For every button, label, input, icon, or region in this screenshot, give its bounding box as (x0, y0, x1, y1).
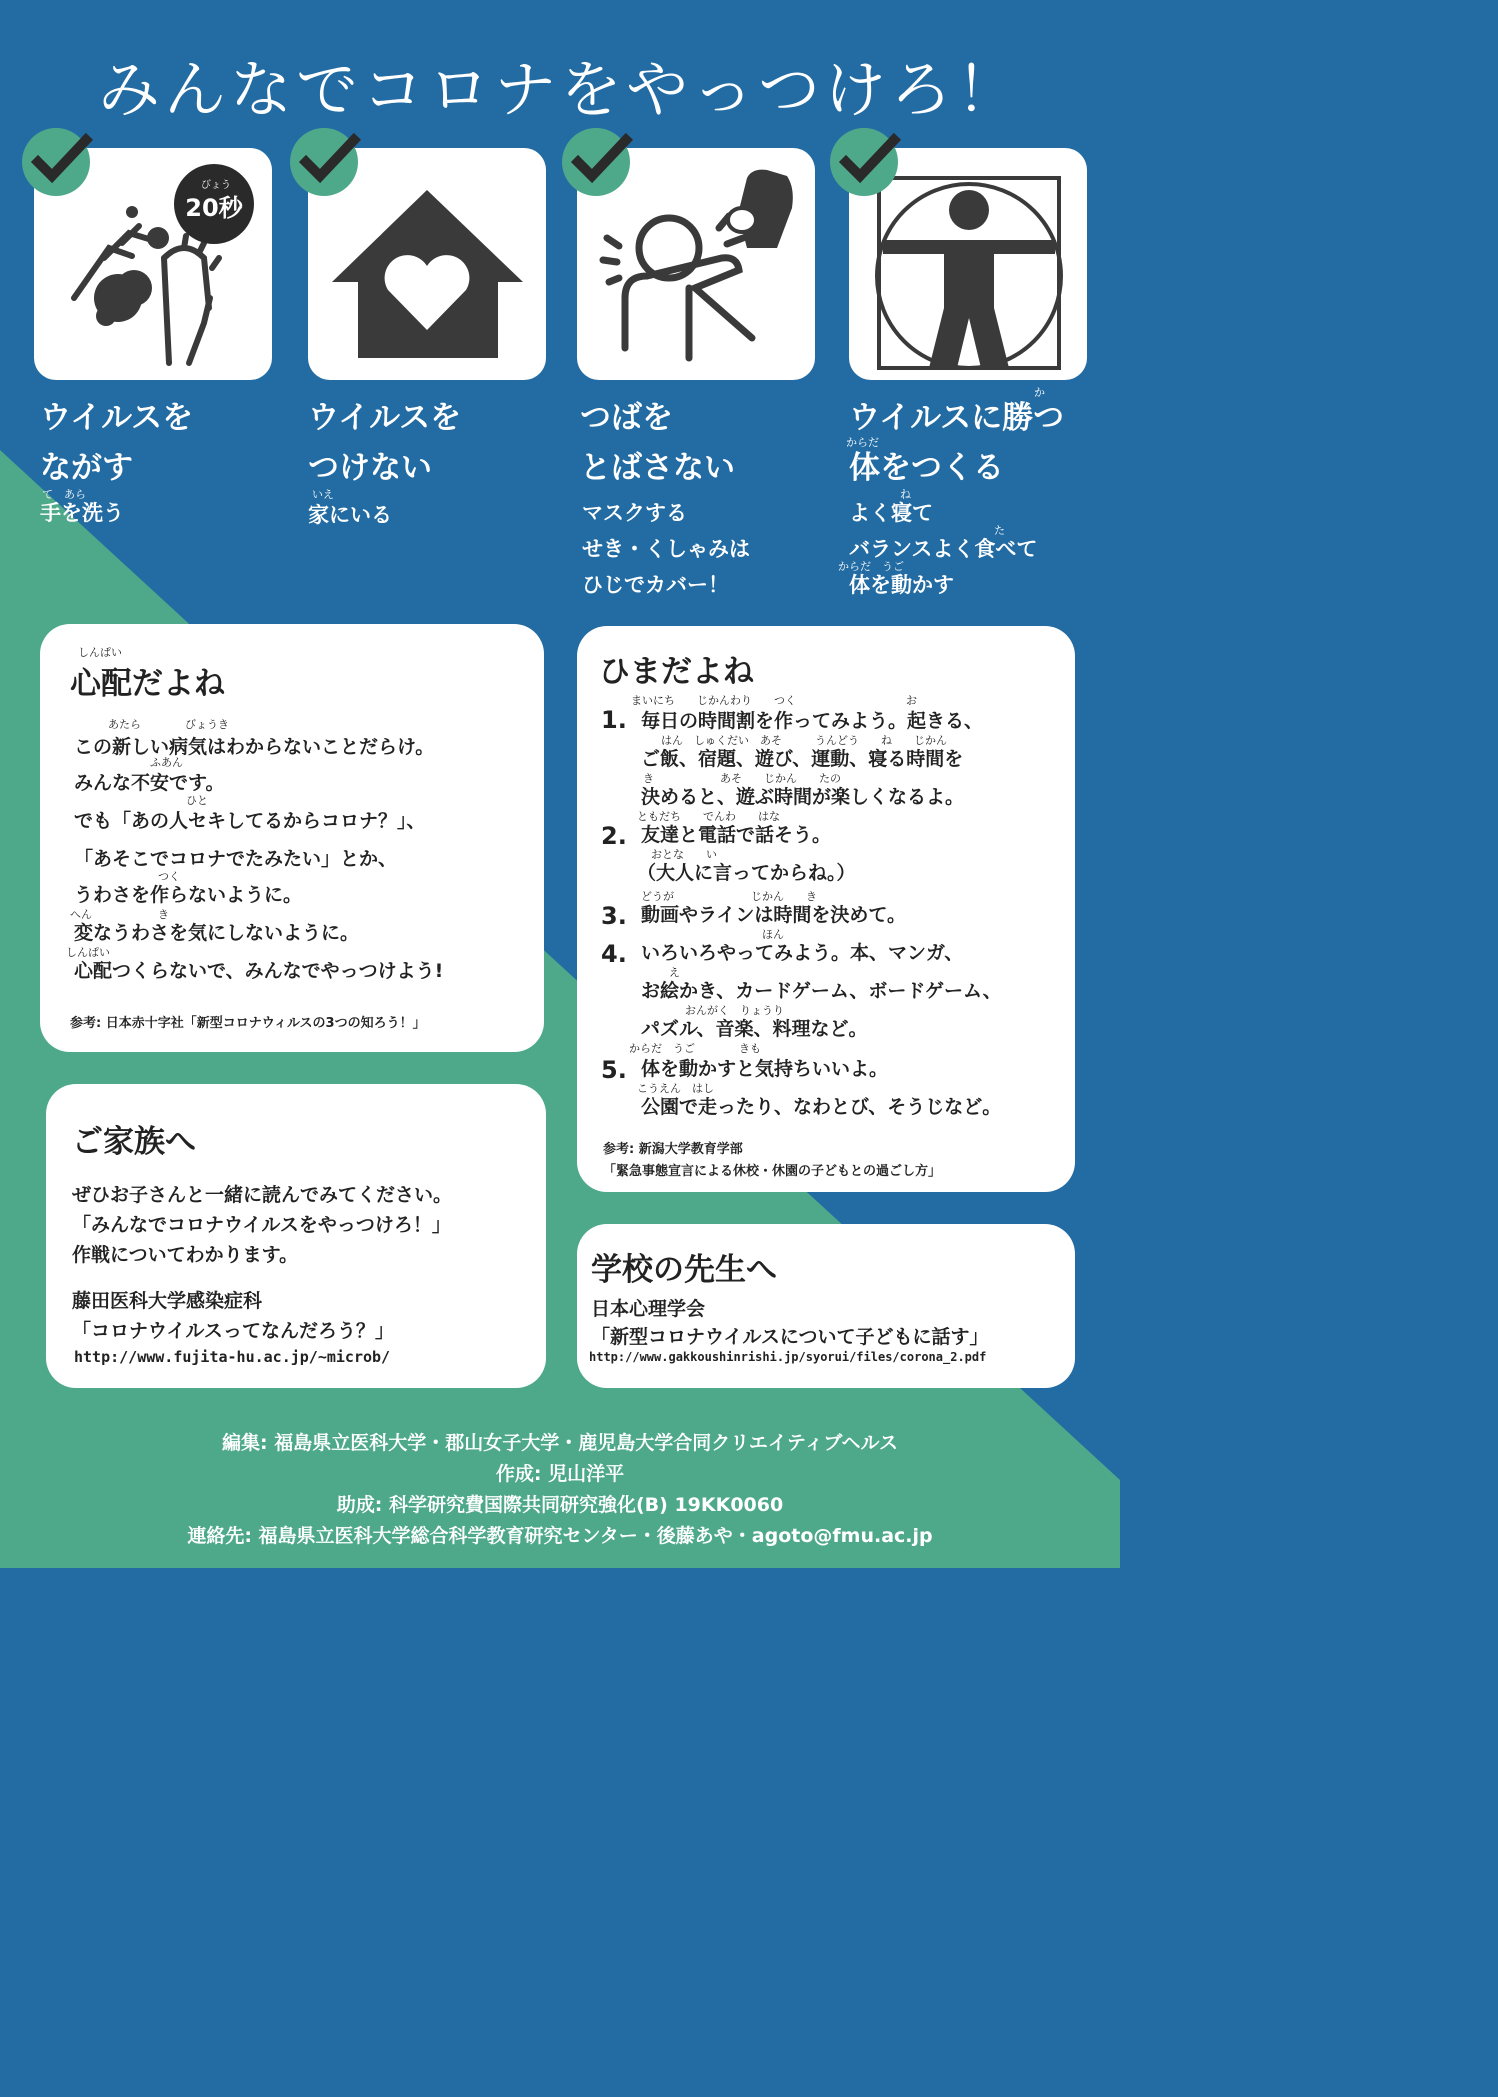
bored-item-2-line-2: （大人に言ってからね。） (637, 862, 856, 884)
bored-item-5-number: 5. (601, 1056, 627, 1084)
family-line-2: 「みんなでコロナウイルスをやっつけろ！」 (72, 1214, 451, 1236)
worry-line-2: みんな不安です。 (74, 772, 225, 794)
step3-heading1: つばを (580, 400, 673, 436)
step1-heading2: ながす (40, 450, 133, 486)
bored-reference-2: 「緊急事態宣言による休校・休園の子どもとの過ごし方」 (603, 1164, 942, 1179)
bored-item-3-number: 3. (601, 902, 627, 930)
step4-ruby3: からだ うご (838, 560, 904, 573)
bored-item-5-ruby-1: からだ うご きも (629, 1042, 761, 1055)
check-icon (22, 122, 100, 200)
bored-item-1-line-2: ご飯、宿題、遊び、運動、寝る時間を (641, 748, 964, 770)
bored-title: ひまだよね (599, 654, 754, 690)
step4-heading2: 体をつくる (849, 450, 1004, 486)
worry-line-4: 「あそこでコロナでたみたい」とか、 (74, 848, 398, 870)
bored-item-2-number: 2. (601, 822, 627, 850)
step4-sub1: よく寝て (849, 501, 933, 525)
family-org: 藤田医科大学感染症科 (72, 1290, 263, 1312)
bored-item-4-ruby-1: ほん (641, 928, 784, 941)
bored-item-4-line-3: パズル、音楽、料理など。 (641, 1018, 868, 1040)
worry-line-6: 変なうわさを気にしないように。 (74, 922, 360, 944)
bored-item-3-ruby-1: どうが じかん き (641, 890, 817, 903)
step4-ruby2: た (994, 524, 1005, 537)
bored-panel (577, 626, 1075, 1192)
family-line-1: ぜひお子さんと一緒に読んでみてください。 (72, 1184, 453, 1206)
worry-ruby-7: しんぱい (66, 946, 110, 959)
step1-sub: 手を洗う (40, 501, 124, 525)
bored-item-5-ruby-2: こうえん はし (637, 1082, 714, 1095)
step3-sub1: マスクする (582, 501, 687, 525)
worry-line-5: うわさを作らないように。 (74, 884, 303, 906)
bored-item-1-line-3: 決めると、遊ぶ時間が楽しくなるよ。 (641, 786, 965, 808)
bored-item-1-ruby-3: き あそ じかん たの (643, 772, 841, 785)
step4-sub2: バランスよく食べて (849, 537, 1038, 561)
bored-item-4-number: 4. (601, 940, 627, 968)
teachers-url-link[interactable]: http://www.gakkoushinrishi.jp/syorui/files/corona_2.pdf (589, 1350, 987, 1364)
worry-ruby-2: ふあん (150, 756, 183, 769)
step2-ruby: いえ (312, 488, 334, 501)
bored-item-2-ruby-2: おとな い (651, 848, 717, 861)
bored-item-4-ruby-2: え (669, 966, 680, 979)
family-url-link[interactable]: http://www.fujita-hu.ac.jp/~microb/ (74, 1348, 391, 1366)
page-title: みんなでコロナをやっつけろ！ (97, 53, 1022, 126)
step1-ruby: て あら (42, 488, 86, 501)
badge-ruby: びょう (201, 180, 231, 191)
bored-item-3-line-1: 動画やラインは時間を決めて。 (641, 904, 907, 926)
check-icon (830, 122, 908, 200)
check-icon (290, 122, 368, 200)
footer-editors: 編集: 福島県立医科大学・郡山女子大学・鹿児島大学合同クリエイティブヘルス (222, 1432, 898, 1454)
teachers-doc: 「新型コロナウイルスについて子どもに話す」 (591, 1326, 989, 1348)
badge-20-seconds: 20秒 (185, 194, 243, 222)
step2-sub: 家にいる (308, 503, 392, 527)
footer-grant: 助成: 科学研究費国際共同研究強化(B) 19KK0060 (336, 1494, 784, 1516)
family-title: ご家族へ (72, 1124, 196, 1160)
step2-heading2: つけない (308, 450, 432, 486)
check-icon (562, 122, 640, 200)
bored-item-4-line-2: お絵かき、カードゲーム、ボードゲーム、 (641, 980, 1002, 1002)
teachers-panel (577, 1224, 1075, 1388)
worry-ruby-3: ひと (186, 794, 208, 807)
worry-line-7: 心配つくらないで、みんなでやっつけよう! (74, 960, 444, 982)
family-panel (46, 1084, 546, 1388)
step4-heading1: ウイルスに勝つ (849, 400, 1065, 436)
step3-heading2: とばさない (580, 450, 735, 486)
bored-item-5-line-1: 体を動かすと気持ちいいよ。 (641, 1058, 889, 1080)
step4-sub3: 体を動かす (849, 573, 954, 597)
worry-ruby-1: あたら びょうき (108, 718, 229, 731)
bored-item-2-line-1: 友達と電話で話そう。 (641, 824, 832, 846)
step2-heading1: ウイルスを (308, 400, 462, 436)
worry-title-ruby: しんぱい (78, 646, 122, 659)
bored-item-1-number: 1. (601, 706, 627, 734)
bored-item-4-line-1: いろいろやってみよう。本、マンガ、 (641, 942, 964, 964)
bored-item-4-ruby-3: おんがく りょうり (641, 1004, 784, 1017)
worry-line-3: でも「あの人セキしてるからコロナ？」、 (74, 810, 426, 832)
family-line-3: 作戦についてわかります。 (72, 1244, 299, 1266)
teachers-title: 学校の先生へ (591, 1252, 777, 1288)
step3-sub3: ひじでカバー！ (582, 573, 729, 597)
bored-item-1-ruby-2: はん しゅくだい あそ うんどう ね じかん (661, 734, 947, 747)
step1-heading1: ウイルスを (40, 400, 194, 436)
bored-reference-1: 参考: 新潟大学教育学部 (603, 1142, 743, 1157)
worry-ruby-6: へん き (70, 908, 169, 921)
step3-sub2: せき・くしゃみは (582, 537, 750, 561)
worry-title: 心配だよね (70, 666, 225, 702)
step4-ruby-h2: からだ (846, 436, 879, 449)
footer-author: 作成: 児山洋平 (495, 1463, 625, 1485)
step4-ruby-h1: か (1034, 386, 1045, 399)
step4-ruby1: ね (900, 488, 911, 501)
bored-item-1-ruby-1: まいにち じかんわり つく お (631, 694, 917, 707)
family-doc: 「コロナウイルスってなんだろう？」 (72, 1320, 395, 1342)
teachers-org: 日本心理学会 (591, 1298, 706, 1320)
worry-line-1: この新しい病気はわからないことだらけ。 (74, 736, 435, 758)
worry-ruby-5: つく (158, 870, 180, 883)
footer-contact: 連絡先: 福島県立医科大学総合科学教育研究センター・後藤あや・agoto@fmu.ac.jp (187, 1525, 933, 1547)
bored-item-2-ruby-1: ともだち でんわ はな (637, 810, 780, 823)
bored-item-1-line-1: 毎日の時間割を作ってみよう。起きる、 (641, 710, 984, 732)
worry-reference: 参考: 日本赤十字社「新型コロナウィルスの3つの知ろう！」 (70, 1016, 426, 1031)
worry-panel (40, 624, 544, 1052)
bored-item-5-line-2: 公園で走ったり、なわとび、そうじなど。 (641, 1096, 1002, 1118)
